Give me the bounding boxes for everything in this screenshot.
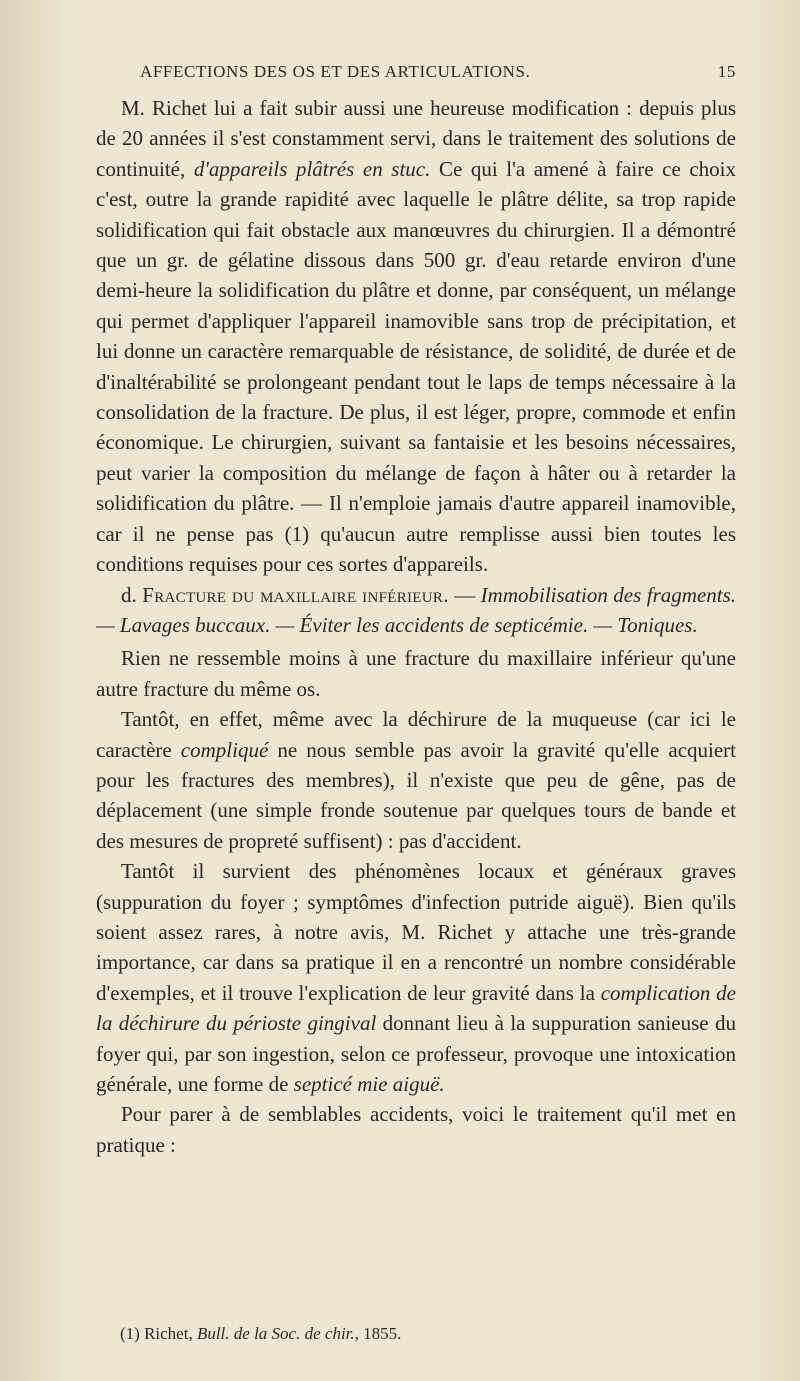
section-letter: d. (121, 582, 137, 607)
running-header (96, 62, 736, 92)
paragraph-tantot-1: Tantôt, en effet, même avec la déchirure de la muqueuse (car ici le caractère compliqué ne nous semble pas avoir la gravité qu'elle acquiert pour les fractures des membres), il n'existe que peu de gêne, pas de déplacement (une simple fronde soutenue par quelques tours de bande et des mesures de propreté suffisent) : pas d'accident. (96, 707, 736, 853)
footnote-source: Bull. de la Soc. de chir. (196, 1324, 355, 1343)
emphasis-complication: complication de la déchirure du périoste gingival (96, 980, 736, 1036)
paragraph-rien: Rien ne ressemble moins à une fracture du maxillaire inférieur qu'une autre fracture du même os. (96, 646, 736, 701)
footnote: (1) Richet, Bull. de la Soc. de chir., 1855. (120, 1324, 402, 1343)
emphasis-complique: compliqué (180, 737, 269, 762)
emphasis-septicemie: septicé mie aiguë. (293, 1072, 445, 1096)
running-title: AFFECTIONS DES OS ET DES ARTICULATIONS. (140, 62, 531, 81)
page-number: 15 (717, 62, 736, 81)
section-title: Fracture du maxillaire inférieur. (142, 582, 449, 607)
emphasis-appareils-platres: d'appareils plâtrés en stuc. (193, 156, 431, 181)
paragraph-pour-parer: Pour parer à de semblables accidents, voici le traitement qu'il met en pratique : (96, 1102, 736, 1157)
paragraph-richet-stuc: M. Richet lui a fait subir aussi une heureuse modification : depuis plus de 20 années il s'est constamment servi, dans le traitement des solutions de continuité, d'appareils plâtrés en stuc. Ce qui l'a amené à faire ce choix c'est, outre la grande rapidité avec laquelle le plâtre délite, sa trop rapide solidification qui fait obstacle aux manœuvres du chirurgien. Il a démontré que un gr. de gélatine dissous dans 500 gr. d'eau retarde environ d'une demi-heure la solidification du plâtre et donne, par conséquent, un mélange qui permet d'appliquer l'appareil inamovible sans trop de précipitation, et lui donne un caractère remarquable de résistance, de solidité, de durée et de d'inaltérabilité se prolongeant pendant tout le laps de temps nécessaire à la consolidation de la fracture. De plus, il est léger, propre, commode et enfin économique. Le chirurgien, suivant sa fantaisie et les besoins nécessaires, peut varier la composition du mélange de façon à hâter ou à retarder la solidification du plâtre. — Il n'emploie jamais d'autre appareil inamovible, car il ne pense pas (1) qu'aucun autre remplisse aussi bien toutes les conditions requises pour ces sortes d'appareils. (96, 96, 737, 577)
section-items: Immobilisation des fragments. — Lavages buccaux. — Éviter les accidents de septicémie. — Toniques. (96, 582, 737, 637)
section-heading: d. Fracture du maxillaire inférieur. — Immobilisation des fragments. — Lavages buccaux. — Éviter les accidents de septicémie. — Toniques. (96, 582, 737, 637)
body-text (96, 93, 736, 1160)
paragraph-tantot-2: Tantôt il survient des phénomènes locaux et généraux graves (suppuration du foyer ; symptômes d'infection putride aiguë). Bien qu'ils soient assez rares, à notre avis, M. Richet y attache une très-grande importance, car dans sa pratique il en a rencontré un nombre considérable d'exemples, et il trouve l'explication de leur gravité dans la complication de la déchirure du périoste gingival donnant lieu à la suppuration sanieuse du foyer qui, par son ingestion, selon ce professeur, provoque une intoxication générale, une forme de septicé mie aiguë. (96, 859, 736, 1096)
